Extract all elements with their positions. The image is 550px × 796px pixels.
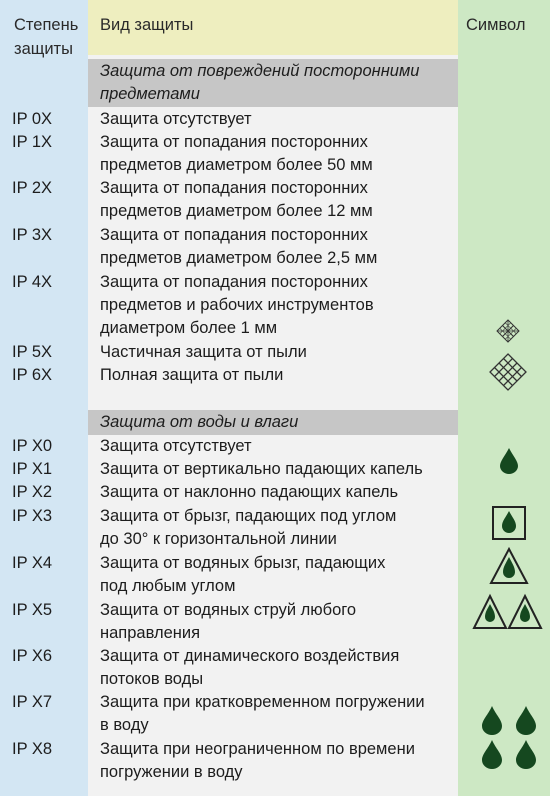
row-description: под любым углом <box>100 577 236 595</box>
header-symbol: Символ <box>466 16 526 34</box>
row-description: Защита отсутствует <box>100 110 252 128</box>
row-code: IP 1X <box>12 133 53 151</box>
row-description: Защита от вертикально падающих капель <box>100 460 423 478</box>
row-description: Защита от попадания посторонних <box>100 273 368 291</box>
row-description: Защита от водяных брызг, падающих <box>100 554 386 572</box>
row-code: IP 6X <box>12 366 53 384</box>
row-description: предметов и рабочих инструментов <box>100 296 374 314</box>
header-code-line1: Степень <box>14 16 79 34</box>
section-solids-line2: предметами <box>100 85 200 103</box>
row-description: предметов диаметром более 50 мм <box>100 156 373 174</box>
row-description: Защита при кратковременном погружении <box>100 693 425 711</box>
header-description: Вид защиты <box>100 16 194 34</box>
row-code: IP 5X <box>12 343 53 361</box>
small-grid-icon <box>496 319 520 343</box>
section-water-bar <box>88 410 458 435</box>
row-description: Защита при неограниченном по времени <box>100 740 415 758</box>
row-description: погружении в воду <box>100 763 243 781</box>
row-code: IP X0 <box>12 437 53 455</box>
header-code-line2: защиты <box>14 40 73 58</box>
section-solids-bar <box>88 59 458 107</box>
row-description: Защита от попадания посторонних <box>100 226 368 244</box>
row-code: IP X2 <box>12 483 53 501</box>
row-code: IP 4X <box>12 273 53 291</box>
row-description: в воду <box>100 716 149 734</box>
two-drops-icon <box>482 740 536 770</box>
row-code: IP X8 <box>12 740 53 758</box>
row-code: IP 0X <box>12 110 53 128</box>
dust-grid-icon <box>489 353 527 391</box>
row-code: IP X1 <box>12 460 53 478</box>
drop-icon <box>500 448 518 474</box>
row-code: IP 2X <box>12 179 53 197</box>
section-solids-line1: Защита от повреждений посторонними <box>100 62 420 80</box>
row-description: предметов диаметром более 2,5 мм <box>100 249 378 267</box>
row-description: Защита от попадания посторонних <box>100 133 368 151</box>
row-description: направления <box>100 624 201 642</box>
symbol-column <box>458 0 550 796</box>
row-code: IP X5 <box>12 601 53 619</box>
row-description: диаметром более 1 мм <box>100 319 278 337</box>
row-description: Защита от динамического воздействия <box>100 647 400 665</box>
drop-in-square-icon <box>491 505 527 541</box>
row-description: до 30° к горизонтальной линии <box>100 530 337 548</box>
row-description: предметов диаметром более 12 мм <box>100 202 373 220</box>
row-description: Защита от попадания посторонних <box>100 179 368 197</box>
row-description: потоков воды <box>100 670 204 688</box>
two-drops-in-triangles-icon <box>473 594 543 630</box>
row-description: Защита от водяных струй любого <box>100 601 357 619</box>
row-code: IP 3X <box>12 226 53 244</box>
row-description: Защита от наклонно падающих капель <box>100 483 399 501</box>
row-code: IP X7 <box>12 693 53 711</box>
two-drops-icon <box>482 706 536 736</box>
row-description: Защита отсутствует <box>100 437 252 455</box>
row-description: Защита от брызг, падающих под углом <box>100 507 397 525</box>
row-description: Частичная защита от пыли <box>100 343 307 361</box>
row-code: IP X3 <box>12 507 53 525</box>
drop-in-triangle-icon <box>489 547 529 585</box>
row-code: IP X6 <box>12 647 53 665</box>
row-code: IP X4 <box>12 554 53 572</box>
row-description: Полная защита от пыли <box>100 366 284 384</box>
section-water-line1: Защита от воды и влаги <box>100 413 299 431</box>
